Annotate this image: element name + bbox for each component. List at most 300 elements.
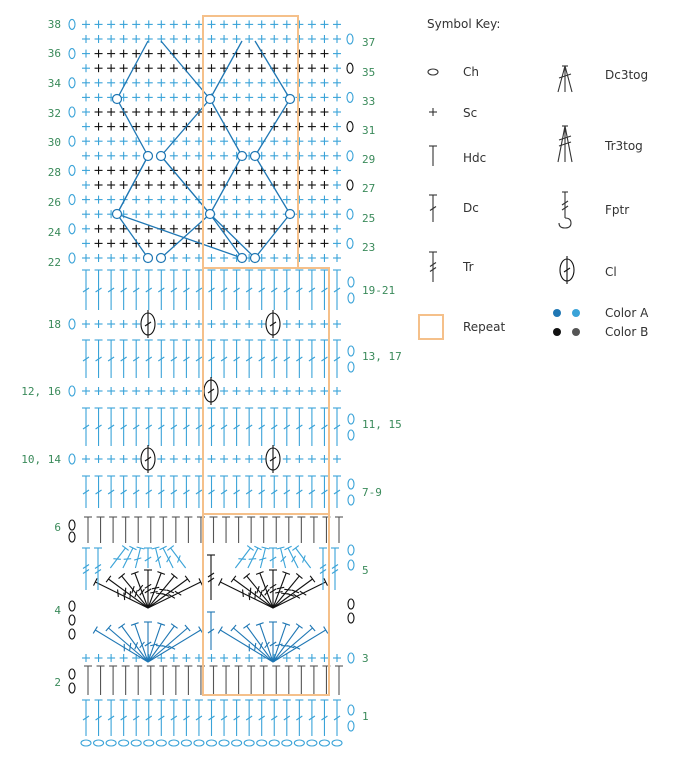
sc-stitch: [82, 225, 90, 233]
chain-stitch: [69, 136, 75, 146]
sc-stitch: [195, 455, 203, 463]
sc-stitch: [132, 152, 140, 160]
sc-stitch: [333, 64, 341, 72]
sc-stitch: [107, 79, 115, 87]
sc-stitch: [132, 254, 140, 262]
cable-knot: [286, 210, 295, 219]
sc-stitch: [308, 50, 316, 58]
sc-stitch: [132, 93, 140, 101]
key-cl-label: Cl: [605, 265, 617, 279]
sc-stitch: [182, 20, 190, 28]
sc-stitch: [95, 137, 103, 145]
cluster-stitch: [266, 310, 280, 338]
dc-stitch: [157, 340, 165, 378]
sc-stitch: [120, 654, 128, 662]
dc-stitch: [95, 700, 103, 736]
dc-stitch: [333, 700, 341, 736]
sc-stitch: [320, 181, 328, 189]
sc-stitch: [208, 654, 216, 662]
sc-stitch: [220, 196, 228, 204]
dc-stitch: [182, 476, 190, 508]
sc-stitch: [82, 387, 90, 395]
row-label-left: 34: [47, 77, 61, 90]
hdc-stitch: [285, 666, 293, 695]
sc-stitch: [245, 387, 253, 395]
sc-stitch: [429, 108, 437, 116]
sc-stitch: [208, 225, 216, 233]
cable-line: [255, 41, 290, 99]
key-color-b-label: Color B: [605, 325, 649, 339]
sc-stitch: [220, 137, 228, 145]
dc-stitch: [132, 408, 140, 446]
sc-stitch: [220, 254, 228, 262]
row-label-right: 5: [362, 564, 369, 577]
slanted-stitch: [152, 547, 161, 568]
hdc-stitch: [172, 517, 180, 543]
hdc-stitch: [310, 666, 318, 695]
sc-stitch: [82, 654, 90, 662]
hdc-stitch: [235, 517, 243, 543]
dc-stitch: [295, 340, 303, 378]
hdc-stitch: [297, 666, 305, 695]
sc-stitch: [270, 166, 278, 174]
key-hdc-label: Hdc: [463, 151, 487, 165]
tr-stitch: [82, 548, 90, 590]
sc-stitch: [245, 123, 253, 131]
sc-stitch: [258, 387, 266, 395]
sc-stitch: [233, 181, 241, 189]
dc-stitch: [270, 700, 278, 736]
sc-stitch: [233, 654, 241, 662]
sc-stitch: [195, 137, 203, 145]
dc-stitch: [157, 270, 165, 310]
sc-stitch: [132, 50, 140, 58]
sc-stitch: [107, 152, 115, 160]
sc-stitch: [283, 239, 291, 247]
cable-knot: [286, 95, 295, 104]
sc-stitch: [107, 50, 115, 58]
sc-stitch: [170, 123, 178, 131]
sc-stitch: [132, 387, 140, 395]
chain-stitch: [348, 653, 354, 663]
sc-stitch: [320, 50, 328, 58]
hdc-stitch: [247, 517, 255, 543]
chain-stitch: [69, 669, 75, 679]
row-label-left: 24: [47, 226, 61, 239]
chain-stitch: [348, 560, 354, 570]
chain-stitch: [69, 319, 75, 329]
slanted-stitch: [218, 627, 273, 662]
sc-stitch: [258, 455, 266, 463]
sc-stitch: [195, 123, 203, 131]
dc-stitch: [182, 340, 190, 378]
sc-stitch: [182, 152, 190, 160]
sc-stitch: [107, 181, 115, 189]
dc-stitch: [333, 270, 341, 310]
sc-stitch: [107, 196, 115, 204]
sc-stitch: [208, 455, 216, 463]
sc-stitch: [333, 210, 341, 218]
dc-stitch: [120, 700, 128, 736]
sc-stitch: [283, 166, 291, 174]
sc-stitch: [308, 20, 316, 28]
sc-stitch: [308, 166, 316, 174]
sc-stitch: [283, 225, 291, 233]
row-label-left: 36: [47, 47, 61, 60]
dc-stitch: [233, 408, 241, 446]
sc-stitch: [245, 455, 253, 463]
dc-stitch: [295, 700, 303, 736]
dc-stitch: [207, 612, 215, 650]
sc-stitch: [95, 387, 103, 395]
sc-stitch: [182, 254, 190, 262]
sc-stitch: [220, 35, 228, 43]
chain-stitch: [94, 740, 104, 746]
slanted-stitch: [269, 622, 277, 662]
stitch-grid: [69, 19, 354, 746]
sc-stitch: [308, 225, 316, 233]
hdc-stitch: [429, 146, 437, 166]
chain-stitch: [269, 740, 279, 746]
sc-stitch: [82, 93, 90, 101]
repeat-box-icon: [419, 315, 443, 339]
sc-stitch: [245, 20, 253, 28]
sc-stitch: [283, 20, 291, 28]
sc-stitch: [182, 239, 190, 247]
sc-stitch: [95, 239, 103, 247]
sc-stitch: [295, 320, 303, 328]
chain-stitch: [348, 414, 354, 424]
sc-stitch: [145, 196, 153, 204]
dc-stitch: [120, 270, 128, 310]
slanted-stitch: [148, 573, 177, 608]
cable-line: [255, 99, 290, 156]
sc-stitch: [220, 108, 228, 116]
sc-stitch: [220, 320, 228, 328]
sc-stitch: [333, 387, 341, 395]
dc-stitch: [245, 408, 253, 446]
sc-stitch: [220, 166, 228, 174]
sc-stitch: [82, 20, 90, 28]
dc-stitch: [120, 340, 128, 378]
chain-stitch: [282, 740, 292, 746]
sc-stitch: [208, 20, 216, 28]
cable-knot: [113, 95, 122, 104]
sc-stitch: [295, 50, 303, 58]
sc-stitch: [120, 181, 128, 189]
sc-stitch: [132, 20, 140, 28]
sc-stitch: [233, 79, 241, 87]
dc-stitch: [157, 408, 165, 446]
hdc-stitch: [297, 517, 305, 543]
dc-stitch: [220, 270, 228, 310]
sc-stitch: [320, 108, 328, 116]
dc-stitch: [170, 340, 178, 378]
slanted-stitch: [273, 573, 302, 608]
sc-stitch: [283, 181, 291, 189]
slanted-stitch: [94, 578, 148, 608]
sc-stitch: [82, 152, 90, 160]
hdc-stitch: [84, 666, 92, 695]
sc-stitch: [182, 137, 190, 145]
sc-stitch: [270, 254, 278, 262]
sc-stitch: [295, 210, 303, 218]
sc-stitch: [270, 239, 278, 247]
chain-stitch: [347, 238, 353, 248]
dc-stitch: [283, 408, 291, 446]
chain-stitch: [348, 362, 354, 372]
dc-stitch: [270, 476, 278, 508]
chain-stitch: [69, 107, 75, 117]
slanted-stitch: [134, 547, 144, 568]
sc-stitch: [107, 123, 115, 131]
cable-knot: [157, 254, 166, 263]
dc-stitch: [107, 700, 115, 736]
dc-stitch: [145, 340, 153, 378]
sc-stitch: [270, 79, 278, 87]
sc-stitch: [295, 108, 303, 116]
row-label-left: 38: [47, 18, 61, 31]
chain-stitch: [348, 613, 354, 623]
sc-stitch: [320, 654, 328, 662]
sc-stitch: [295, 455, 303, 463]
sc-stitch: [145, 50, 153, 58]
sc-stitch: [157, 166, 165, 174]
dc-stitch: [333, 340, 341, 378]
sc-stitch: [258, 225, 266, 233]
dc-stitch: [429, 195, 437, 222]
row-label-left: 32: [47, 107, 61, 120]
symbol-key: [419, 17, 649, 339]
row-label-right: 27: [362, 182, 376, 195]
sc-stitch: [308, 239, 316, 247]
sc-stitch: [145, 137, 153, 145]
sc-stitch: [145, 387, 153, 395]
chain-stitch: [207, 740, 217, 746]
dc-stitch: [233, 700, 241, 736]
chain-stitch: [69, 253, 75, 263]
sc-stitch: [220, 387, 228, 395]
sc-stitch: [157, 79, 165, 87]
dc-stitch: [258, 340, 266, 378]
sc-stitch: [157, 210, 165, 218]
chain-stitch: [347, 209, 353, 219]
chain-stitch: [348, 495, 354, 505]
dc-stitch: [295, 408, 303, 446]
dc-stitch: [320, 270, 328, 310]
sc-stitch: [182, 210, 190, 218]
sc-stitch: [107, 137, 115, 145]
chain-stitch: [69, 629, 75, 639]
sc-stitch: [145, 93, 153, 101]
sc-stitch: [233, 320, 241, 328]
dc-stitch: [308, 340, 316, 378]
sc-stitch: [95, 152, 103, 160]
sc-stitch: [233, 93, 241, 101]
hdc-stitch: [84, 517, 92, 543]
sc-stitch: [233, 108, 241, 116]
dc-stitch: [245, 476, 253, 508]
sc-stitch: [270, 35, 278, 43]
sc-stitch: [208, 108, 216, 116]
fptr-icon: [559, 192, 571, 228]
chain-stitch: [347, 122, 353, 132]
key-tr3tog-label: Tr3tog: [605, 139, 643, 153]
sc-stitch: [333, 181, 341, 189]
hdc-stitch: [285, 517, 293, 543]
cable-knot: [157, 152, 166, 161]
dc-stitch: [107, 476, 115, 508]
sc-stitch: [82, 196, 90, 204]
dc-stitch: [308, 270, 316, 310]
dc-stitch: [95, 408, 103, 446]
sc-stitch: [245, 166, 253, 174]
row-label-left: 2: [54, 676, 61, 689]
sc-stitch: [195, 181, 203, 189]
sc-stitch: [270, 93, 278, 101]
color-a-light-swatch: [572, 309, 580, 317]
sc-stitch: [333, 654, 341, 662]
sc-stitch: [145, 166, 153, 174]
sc-stitch: [320, 93, 328, 101]
sc-stitch: [333, 320, 341, 328]
row-label-right: 13, 17: [362, 350, 402, 363]
sc-stitch: [170, 181, 178, 189]
sc-stitch: [295, 20, 303, 28]
sc-stitch: [157, 20, 165, 28]
dc-stitch: [82, 408, 90, 446]
chain-stitch: [69, 78, 75, 88]
hdc-stitch: [335, 666, 343, 695]
dc-stitch: [170, 700, 178, 736]
dc-stitch: [233, 340, 241, 378]
sc-stitch: [245, 108, 253, 116]
sc-stitch: [270, 225, 278, 233]
sc-stitch: [157, 455, 165, 463]
dc-stitch: [233, 270, 241, 310]
sc-stitch: [308, 93, 316, 101]
chain-stitch: [69, 683, 75, 693]
sc-stitch: [182, 225, 190, 233]
row-label-right: 1: [362, 710, 369, 723]
chain-stitch: [69, 520, 75, 530]
sc-stitch: [270, 137, 278, 145]
chain-stitch: [219, 740, 229, 746]
cable-line: [210, 214, 242, 258]
dc-stitch: [208, 476, 216, 508]
dc-stitch: [245, 340, 253, 378]
cluster-stitch: [266, 445, 280, 473]
sc-stitch: [295, 35, 303, 43]
chain-stitch: [347, 92, 353, 102]
sc-stitch: [320, 254, 328, 262]
sc-stitch: [107, 654, 115, 662]
chain-stitch: [69, 532, 75, 542]
sc-stitch: [258, 64, 266, 72]
row-label-right: 3: [362, 652, 369, 665]
sc-stitch: [295, 654, 303, 662]
dc3tog-icon: [558, 66, 572, 92]
slanted-stitch: [144, 570, 152, 608]
chain-stitch: [348, 705, 354, 715]
sc-stitch: [320, 123, 328, 131]
sc-stitch: [270, 196, 278, 204]
sc-stitch: [107, 108, 115, 116]
chain-stitch: [106, 740, 116, 746]
sc-stitch: [208, 181, 216, 189]
cable-knot: [251, 152, 260, 161]
sc-stitch: [308, 108, 316, 116]
row-label-left: 26: [47, 196, 61, 209]
sc-stitch: [195, 35, 203, 43]
dc-stitch: [283, 476, 291, 508]
chain-stitch: [169, 740, 179, 746]
sc-stitch: [95, 20, 103, 28]
sc-stitch: [258, 108, 266, 116]
sc-stitch: [308, 455, 316, 463]
dc-stitch: [295, 476, 303, 508]
sc-stitch: [195, 64, 203, 72]
sc-stitch: [195, 254, 203, 262]
row-label-right: 25: [362, 212, 376, 225]
sc-stitch: [120, 455, 128, 463]
sc-stitch: [258, 320, 266, 328]
chain-stitch: [69, 601, 75, 611]
sc-stitch: [82, 64, 90, 72]
chain-stitch: [69, 224, 75, 234]
sc-stitch: [270, 20, 278, 28]
tr-stitch: [319, 548, 327, 590]
sc-stitch: [233, 123, 241, 131]
sc-stitch: [157, 108, 165, 116]
sc-stitch: [308, 196, 316, 204]
sc-stitch: [195, 166, 203, 174]
dc-stitch: [132, 340, 140, 378]
sc-stitch: [308, 254, 316, 262]
hdc-stitch: [247, 666, 255, 695]
sc-stitch: [182, 320, 190, 328]
tr-stitch: [429, 252, 437, 282]
hdc-stitch: [97, 666, 105, 695]
dc-stitch: [95, 476, 103, 508]
dc-stitch: [308, 700, 316, 736]
sc-stitch: [283, 137, 291, 145]
chain-stitch: [294, 740, 304, 746]
sc-stitch: [308, 64, 316, 72]
sc-stitch: [95, 210, 103, 218]
sc-stitch: [95, 254, 103, 262]
chain-stitch: [348, 277, 354, 287]
row-label-right: 11, 15: [362, 418, 402, 431]
sc-stitch: [308, 137, 316, 145]
slanted-stitch: [235, 546, 253, 568]
sc-stitch: [208, 320, 216, 328]
sc-stitch: [320, 79, 328, 87]
sc-stitch: [195, 20, 203, 28]
sc-stitch: [308, 210, 316, 218]
key-title: Symbol Key:: [427, 17, 501, 31]
slanted-stitch: [110, 546, 128, 568]
row-label-right: 23: [362, 241, 376, 254]
cable-knot: [113, 210, 122, 219]
sc-stitch: [295, 254, 303, 262]
chain-stitch: [69, 165, 75, 175]
sc-stitch: [333, 123, 341, 131]
hdc-stitch: [97, 517, 105, 543]
slanted-stitch: [273, 624, 303, 662]
dc-stitch: [258, 270, 266, 310]
sc-stitch: [120, 35, 128, 43]
